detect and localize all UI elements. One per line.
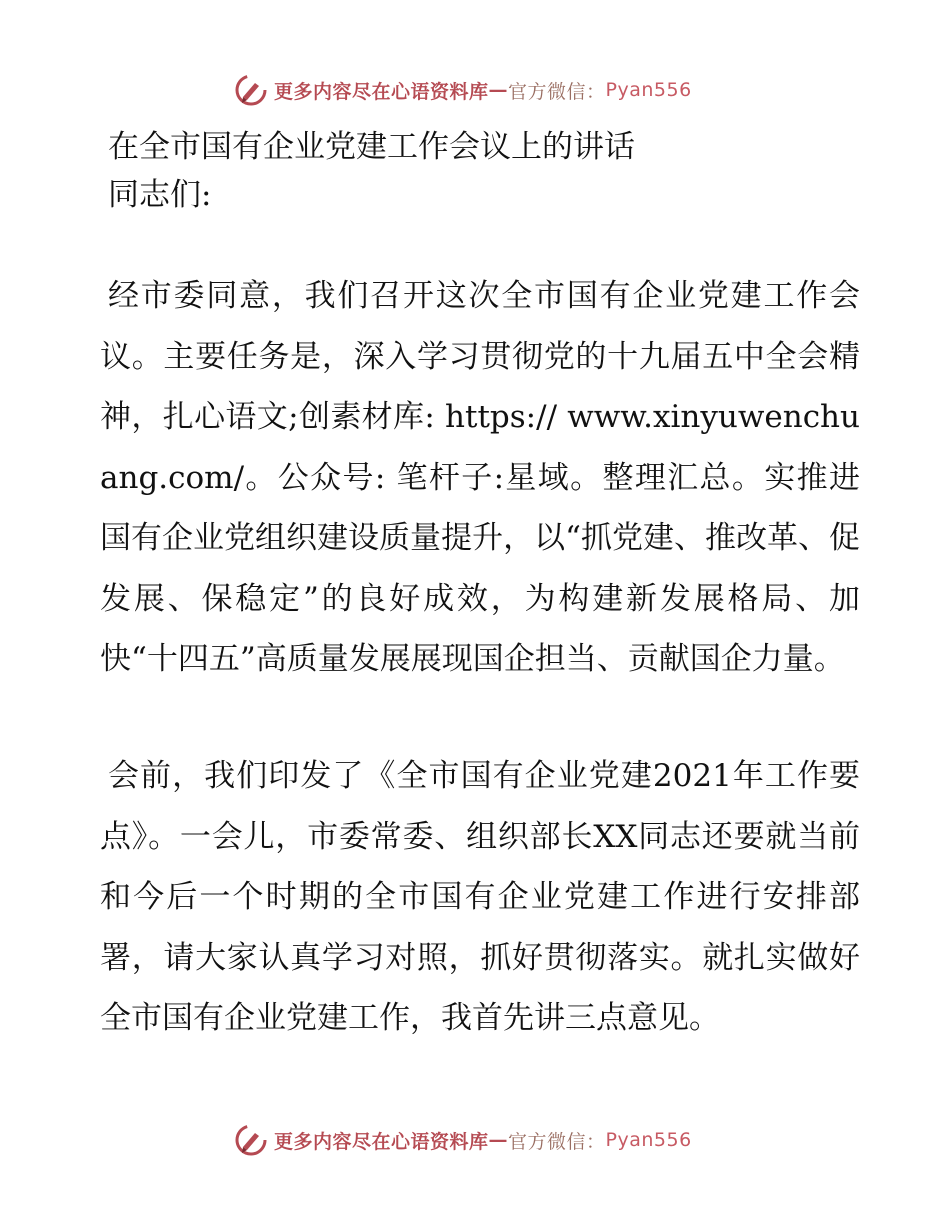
body-paragraph-2: 会前，我们印发了《全市国有企业党建2021年工作要点》。一会儿，市委常委、组织部长XX同志还要就当前和今后一个时期的全市国有企业党建工作进行安排部署，请大家认真学习对照，抓好贯彻落实。就扎实做好全市国有企业党建工作，我首先讲三点意见。 <box>100 758 860 1036</box>
watermark-official-label: 官方微信： <box>508 1130 606 1153</box>
brush-logo-icon <box>234 73 268 107</box>
greeting: 同志们: <box>108 177 212 213</box>
header-watermark <box>234 70 692 110</box>
watermark-wechat-id: Pyan556 <box>605 79 692 101</box>
watermark-site-text: 更多内容尽在心语资料库 <box>274 80 489 103</box>
document-title: 在全市国有企业党建工作会议上的讲话 <box>108 129 635 165</box>
watermark-separator: — <box>488 1129 509 1151</box>
watermark-site-text: 更多内容尽在心语资料库 <box>274 1130 489 1153</box>
brush-logo-icon <box>234 1123 268 1157</box>
watermark-wechat-id: Pyan556 <box>605 1129 692 1151</box>
watermark-separator: — <box>488 79 509 101</box>
footer-watermark <box>234 1120 692 1160</box>
watermark-official-label: 官方微信： <box>508 80 606 103</box>
body-paragraph-1: 经市委同意，我们召开这次全市国有企业党建工作会议。主要任务是，深入学习贯彻党的十九届五中全会精神，扎心语文;创素材库: https:// www.xinyuwenchuang.com/。公众号: 笔杆子:星域。整理汇总。实推进国有企业党组织建设质量提升，以“抓党建、推改革、促发展、保稳定”的良好成效，为构建新发展格局、加快“十四五”高质量发展展现国企担当、贡献国企力量。 <box>100 278 860 677</box>
